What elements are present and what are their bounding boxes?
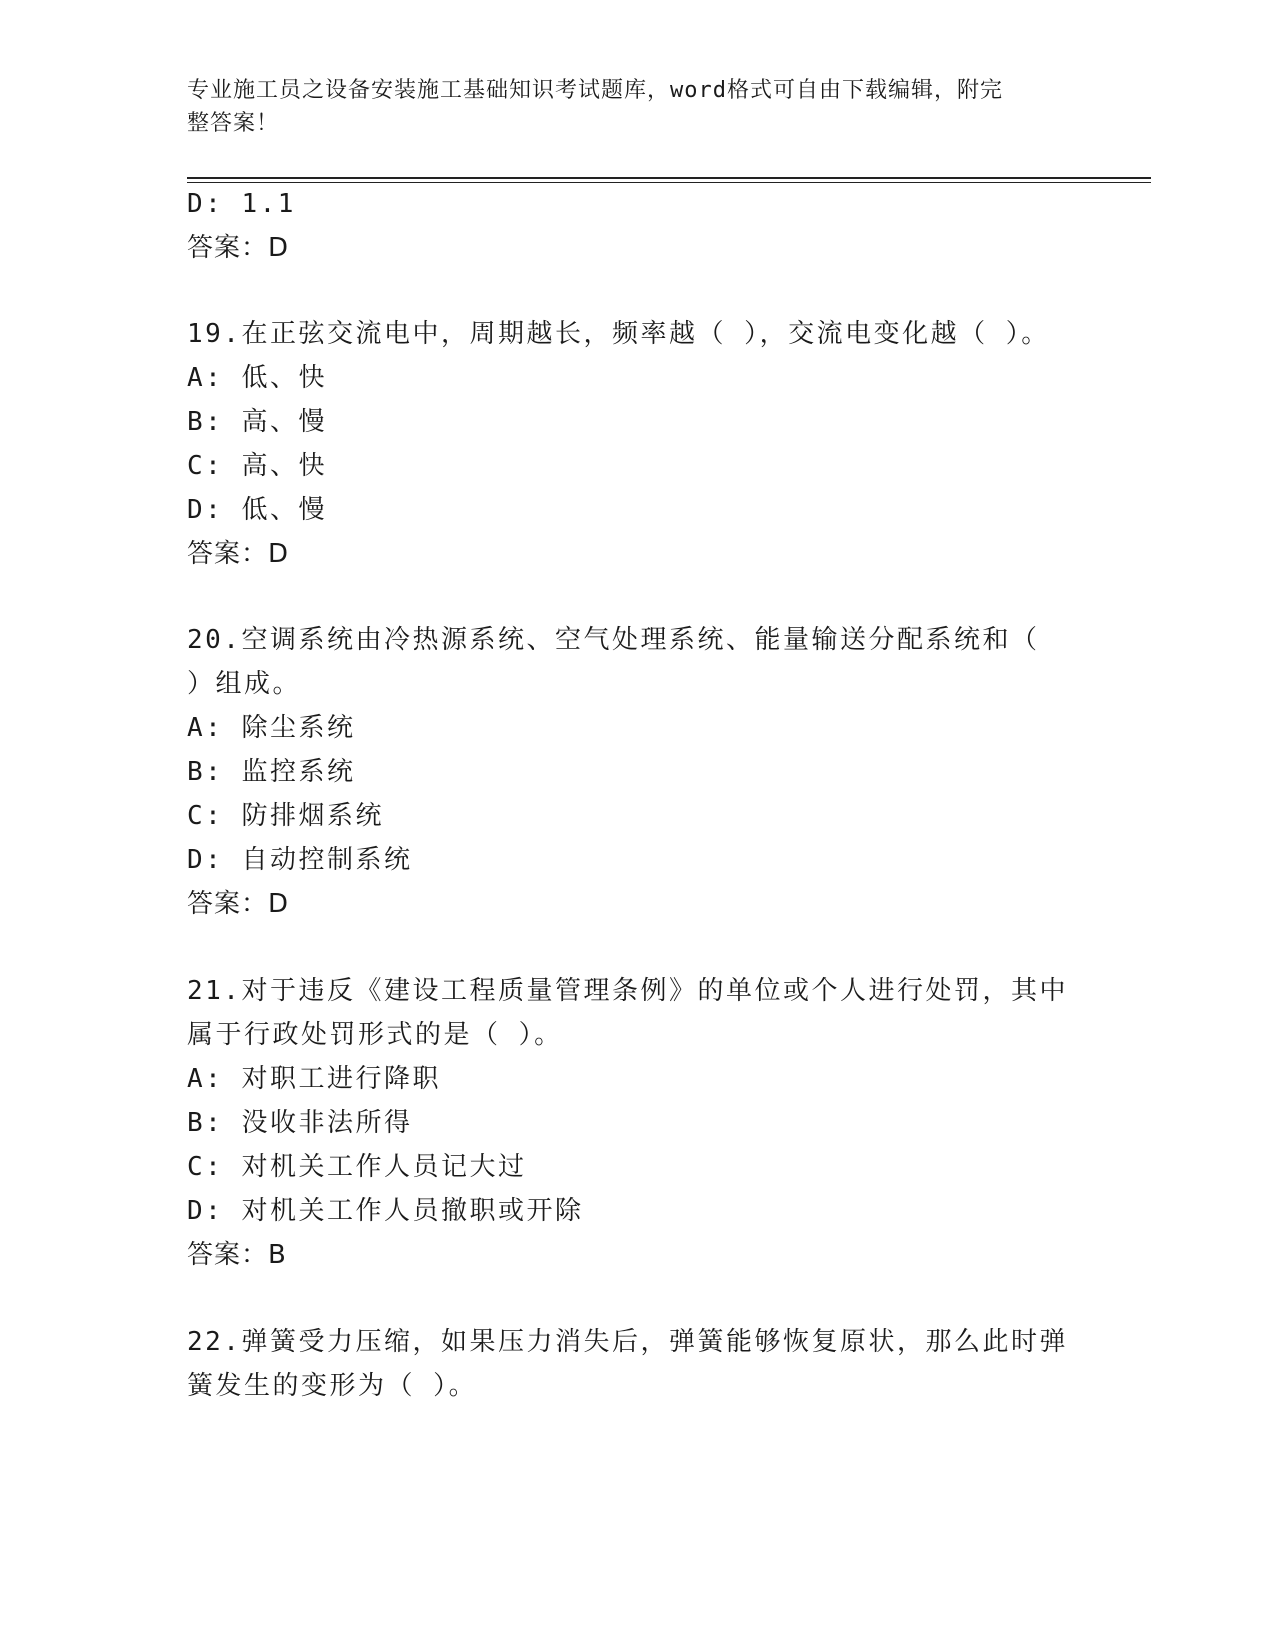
q20-stem-line-1: 20.空调系统由冷热源系统、空气处理系统、能量输送分配系统和（ [187, 625, 1040, 655]
q21-stem-line-1: 21.对于违反《建设工程质量管理条例》的单位或个人进行处罚，其中 [187, 976, 1068, 1006]
q20-stem-line-2: ）组成。 [187, 669, 302, 699]
q21-option-c: C: 对机关工作人员记大过 [187, 1152, 527, 1182]
q19-option-a: A: 低、快 [187, 363, 327, 393]
q20-option-c: C: 防排烟系统 [187, 801, 384, 831]
q20-answer: 答案：D [187, 889, 290, 919]
header-divider-thick [187, 177, 1151, 179]
q21-answer: 答案：B [187, 1240, 287, 1270]
q19-option-b: B: 高、慢 [187, 407, 327, 437]
prev-answer: 答案：D [187, 233, 290, 263]
q22-stem-line-1: 22.弹簧受力压缩，如果压力消失后，弹簧能够恢复原状，那么此时弹 [187, 1327, 1068, 1357]
header-divider-thin [187, 182, 1151, 183]
prev-option-d: D: 1.1 [187, 189, 296, 219]
q19-stem: 19.在正弦交流电中，周期越长，频率越（ ），交流电变化越（ ）。 [187, 319, 1050, 349]
q22-stem-line-2: 簧发生的变形为（ ）。 [187, 1371, 478, 1401]
header-line-1: 专业施工员之设备安装施工基础知识考试题库，word格式可自由下载编辑，附完 [187, 78, 1003, 103]
q21-option-a: A: 对职工进行降职 [187, 1064, 441, 1094]
q21-option-b: B: 没收非法所得 [187, 1108, 413, 1138]
q20-option-a: A: 除尘系统 [187, 713, 356, 743]
q20-option-d: D: 自动控制系统 [187, 845, 413, 875]
q21-option-d: D: 对机关工作人员撤职或开除 [187, 1196, 584, 1226]
q20-option-b: B: 监控系统 [187, 757, 356, 787]
q19-option-d: D: 低、慢 [187, 495, 327, 525]
page-header [187, 74, 1087, 140]
header-line-2: 整答案！ [187, 111, 280, 136]
q21-stem-line-2: 属于行政处罚形式的是（ ）。 [187, 1020, 563, 1050]
q19-option-c: C: 高、快 [187, 451, 327, 481]
q19-answer: 答案：D [187, 539, 290, 569]
